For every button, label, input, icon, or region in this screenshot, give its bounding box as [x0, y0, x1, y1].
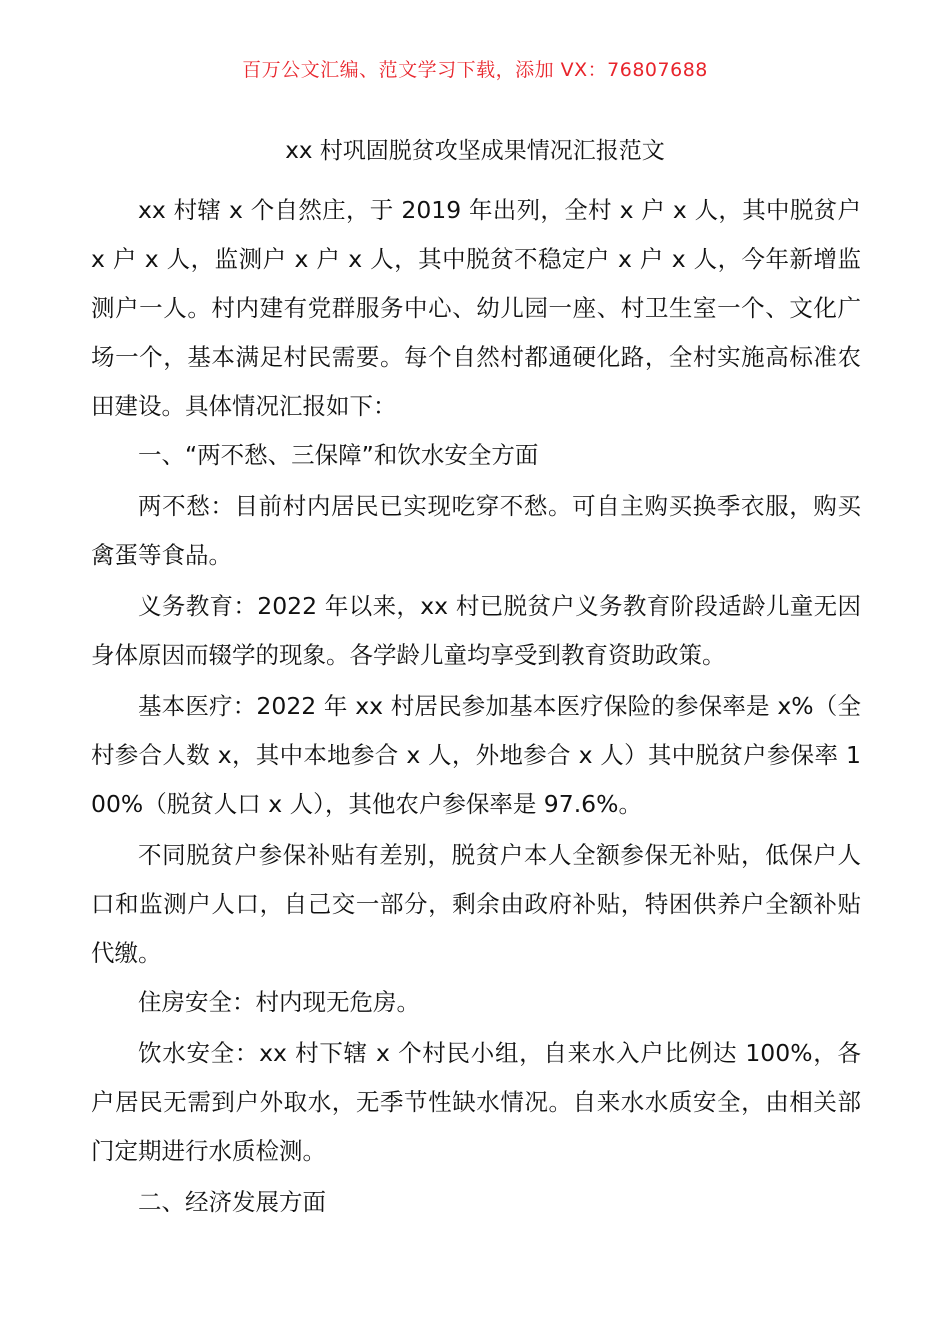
paragraph-liangbuchou: 两不愁：目前村内居民已实现吃穿不愁。可自主购买换季衣服，购买禽蛋等食品。 — [91, 492, 861, 569]
paragraph-intro: xx 村辖 x 个自然庄，于 2019 年出列，全村 x 户 x 人，其中脱贫户 x 户 x 人，监测户 x 户 x 人，其中脱贫不稳定户 x 户 x 人，今年新增监测户一人。村内建有党群服务中心、幼儿园一座、村卫生室一个、文化广场一个，基本满足村民需要。每个自然村都通硬化路，全村实施高标准农田建设。具体情况汇报如下： — [91, 196, 861, 420]
section-heading-2: 二、经济发展方面 — [138, 1188, 326, 1216]
paragraph-housing: 住房安全：村内现无危房。 — [138, 988, 420, 1016]
paragraph-water: 饮水安全：xx 村下辖 x 个村民小组，自来水入户比例达 100%，各户居民无需到户外取水，无季节性缺水情况。自来水水质安全，由相关部门定期进行水质检测。 — [91, 1039, 861, 1165]
paragraph-education: 义务教育：2022 年以来，xx 村已脱贫户义务教育阶段适龄儿童无因身体原因而辍学的现象。各学龄儿童均享受到教育资助政策。 — [91, 592, 861, 669]
document-body — [91, 186, 861, 1227]
document-title: xx 村巩固脱贫攻坚成果情况汇报范文 — [285, 138, 665, 164]
paragraph-subsidy: 不同脱贫户参保补贴有差别，脱贫户本人全额参保无补贴，低保户人口和监测户人口，自己交一部分，剩余由政府补贴，特困供养户全额补贴代缴。 — [91, 841, 861, 967]
section-heading-1: 一、“两不愁、三保障”和饮水安全方面 — [138, 441, 539, 469]
paragraph-medical: 基本医疗：2022 年 xx 村居民参加基本医疗保险的参保率是 x%（全村参合人数 x，其中本地参合 x 人，外地参合 x 人）其中脱贫户参保率 100%（脱贫人口 x 人），其他农户参保率是 97.6%。 — [91, 692, 861, 818]
header-banner: 百万公文汇编、范文学习下载，添加 VX：76807688 — [242, 59, 708, 81]
